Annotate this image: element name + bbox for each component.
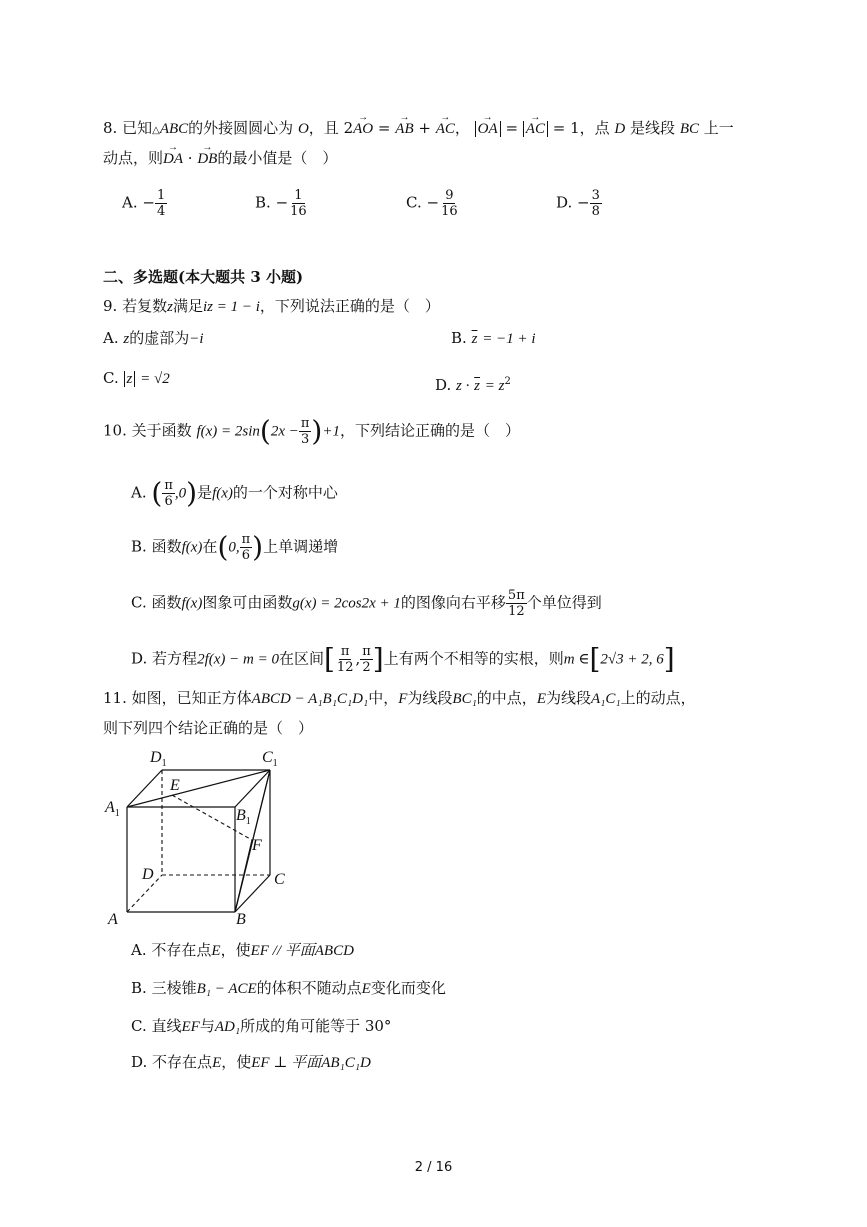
q9-line1: 9. 若复数z满足iz = 1 − i，下列说法正确的是（ ）: [103, 297, 440, 315]
q9-option-c[interactable]: C. z = √2: [103, 369, 170, 387]
q9-option-b[interactable]: B. $\overline{z} = -1 + i$: [451, 329, 536, 347]
label-a1: A: [105, 799, 115, 816]
label-c1: C: [262, 749, 273, 766]
q8-option-a[interactable]: A. − $\frac{1}{4}$: [122, 188, 166, 219]
q10-option-b[interactable]: B. 函数f(x)在(0, $\frac{\pi}{6}$ )上单调递增: [131, 530, 339, 564]
label-b1: B: [236, 807, 246, 824]
label-d1: D: [150, 749, 162, 766]
q11-line2: 则下列四个结论正确的是（ ）: [103, 719, 314, 737]
q8-option-c[interactable]: C. − $\frac{9}{16}$: [406, 188, 458, 219]
q8-option-d[interactable]: D. − $\frac{3}{8}$: [556, 188, 600, 219]
label-f: F: [252, 837, 262, 854]
q11-option-c[interactable]: C. 直线EF与AD₁所成的角可能等于 30°: [131, 1017, 392, 1035]
cube-figure: [100, 740, 300, 930]
label-a: A: [108, 911, 118, 928]
svg-text:C1: $C_1$: [262, 749, 278, 769]
q11-line1: 11. 如图，已知正方体ABCD − A₁B₁C₁D₁中，F为线段BC₁的中点，E为线段A₁C₁上的动点，: [103, 689, 696, 707]
q11-option-b[interactable]: B. 三棱锥B₁ − ACE的体积不随动点E变化而变化: [131, 979, 446, 997]
q8-option-b[interactable]: B. − $\frac{1}{16}$: [255, 188, 307, 219]
q8-line2: 动点，则→ DA · → DB的最小值是（ ）: [103, 148, 337, 169]
q9-option-a[interactable]: A. z的虚部为−i: [103, 329, 204, 347]
q8-line1: 8. 已知△ABC的外接圆圆心为 O，且 2→ AO = → AB + → AC， → OA = → AC = 1，点 D 是线段 BC 上一: [103, 118, 734, 141]
svg-text:B1: $B_1$: [236, 807, 251, 827]
q10-option-d[interactable]: D. 若方程2f(x) − m = 0在区间[ $\frac{\pi}{12}$ , $\frac{\pi}{2}$ ]上有两个不相等的实根，则m ∈[2√3 + 2, 6]: [131, 642, 675, 676]
label-d: D: [142, 866, 154, 883]
page-number: 2 / 16: [414, 1160, 453, 1175]
q10-option-c[interactable]: C. 函数f(x)图象可由函数g(x) = 2cos2x + 1的图像向右平移 $\frac{5\pi}{12}$ 个单位得到: [131, 588, 602, 619]
label-c: C: [274, 871, 285, 888]
section-title: 二、多选题(本大题共 3 小题): [103, 268, 304, 286]
q10-line1: 10. 关于函数 f(x) = 2sin(2x − $\frac{\pi}{3}$ )+1，下列结论正确的是（ ）: [103, 414, 520, 448]
label-b: B: [236, 911, 246, 928]
svg-text:D1: $D_1$: [150, 749, 167, 769]
q9-option-d[interactable]: D. $z \cdot \overline{z} = z^2$: [435, 376, 511, 394]
svg-text:A1: $A_1$: [105, 799, 120, 819]
label-e: E: [170, 777, 180, 794]
q11-option-d[interactable]: D. 不存在点E，使EF ⊥ 平面AB₁C₁D: [131, 1053, 371, 1071]
q11-option-a[interactable]: A. 不存在点E，使EF // 平面ABCD: [131, 941, 354, 959]
q10-option-a[interactable]: A. ( $\frac{\pi}{6}$ ,0)是f(x)的一个对称中心: [131, 476, 338, 510]
q8-number: 8.: [103, 119, 118, 137]
